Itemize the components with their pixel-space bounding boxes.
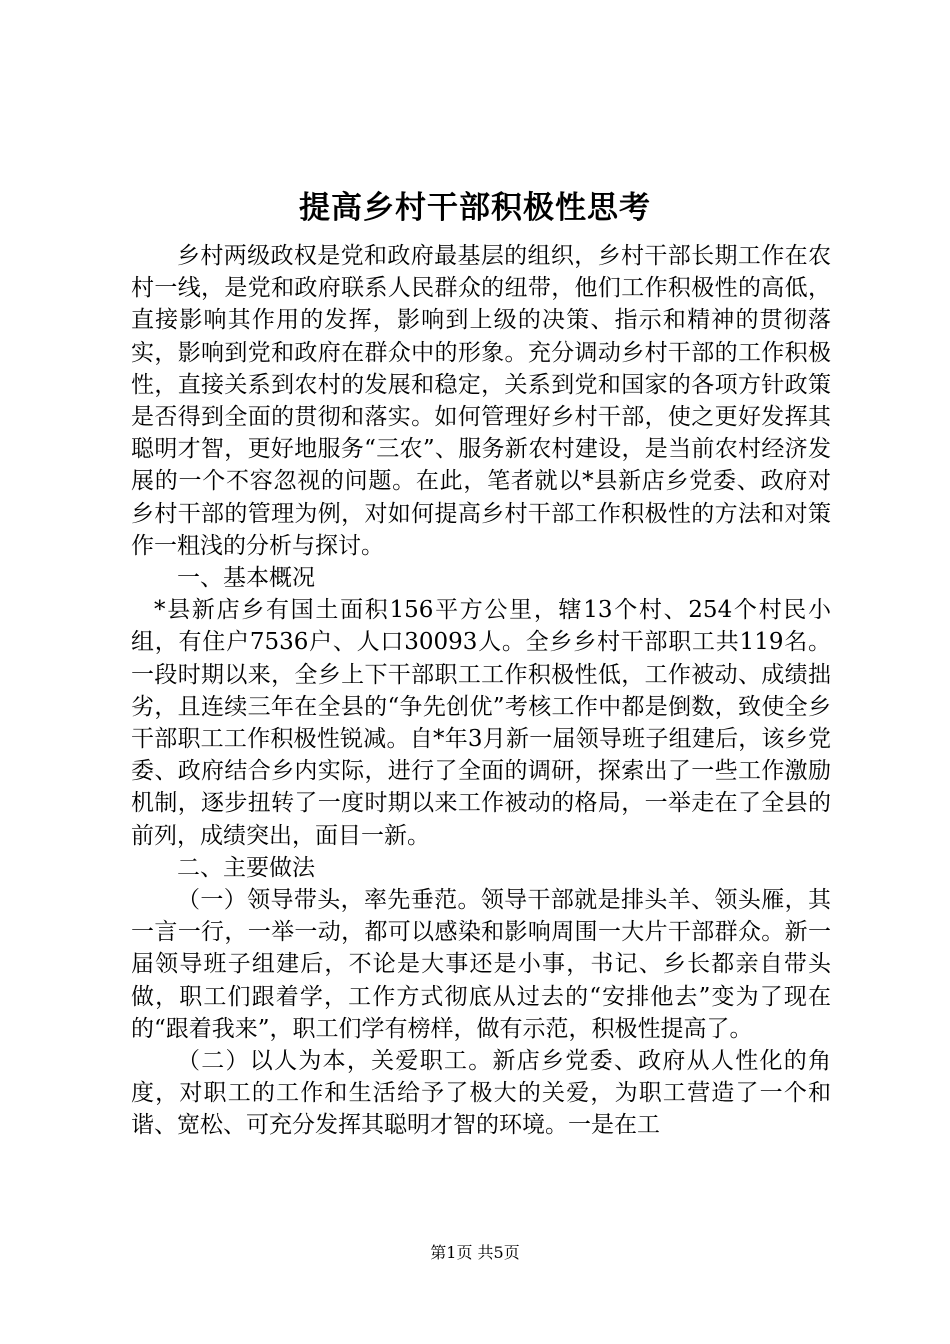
- document-title: 提高乡村干部积极性思考: [299, 190, 651, 226]
- paragraph-practice-2: （二）以人为本，关爱职工。新店乡党委、政府从人性化的角度，对职工的工作和生活给予了极大的关爱，为职工营造了一个和谐、宽松、可充分发挥其聪明才智的环境。一是在工: [131, 1048, 831, 1139]
- paragraph-practice-1: （一）领导带头，率先垂范。领导干部就是排头羊、领头雁，其一言一行，一举一动，都可以感染和影响周围一大片干部群众。新一届领导班子组建后，不论是大事还是小事，书记、乡长都亲自带头做，职工们跟着学，工作方式彻底从过去的“安排他去”变为了现在的“跟着我来”，职工们学有榜样，做有示范，积极性提高了。: [131, 887, 831, 1042]
- page-number-footer: 第1页 共5页: [430, 1243, 520, 1262]
- document-body: [131, 240, 831, 1142]
- paragraph-intro: 乡村两级政权是党和政府最基层的组织，乡村干部长期工作在农村一线，是党和政府联系人民群众的纽带，他们工作积极性的高低，直接影响其作用的发挥，影响到上级的决策、指示和精神的贯彻落实，影响到党和政府在群众中的形象。充分调动乡村干部的工作积极性，直接关系到农村的发展和稳定，关系到党和国家的各项方针政策是否得到全面的贯彻和落实。如何管理好乡村干部，使之更好发挥其聪明才智，更好地服务“三农”、服务新农村建设，是当前农村经济发展的一个不容忽视的问题。在此，笔者就以*县新店乡党委、政府对乡村干部的管理为例，对如何提高乡村干部工作积极性的方法和对策作一粗浅的分析与探讨。: [131, 243, 831, 559]
- paragraph-overview: *县新店乡有国土面积156平方公里，辖13个村、254个村民小组，有住户7536户、人口30093人。全乡乡村干部职工共119名。一段时期以来，全乡上下干部职工工作积极性低，工作被动、成绩拙劣，且连续三年在全县的“争先创优”考核工作中都是倒数，致使全乡干部职工工作积极性锐减。自*年3月新一届领导班子组建后，该乡党委、政府结合乡内实际，进行了全面的调研，探索出了一些工作激励机制，逐步扭转了一度时期以来工作被动的格局，一举走在了全县的前列，成绩突出，面目一新。: [131, 597, 831, 849]
- section-heading-overview: 一、基本概况: [177, 565, 315, 592]
- section-heading-practices: 二、主要做法: [177, 854, 315, 881]
